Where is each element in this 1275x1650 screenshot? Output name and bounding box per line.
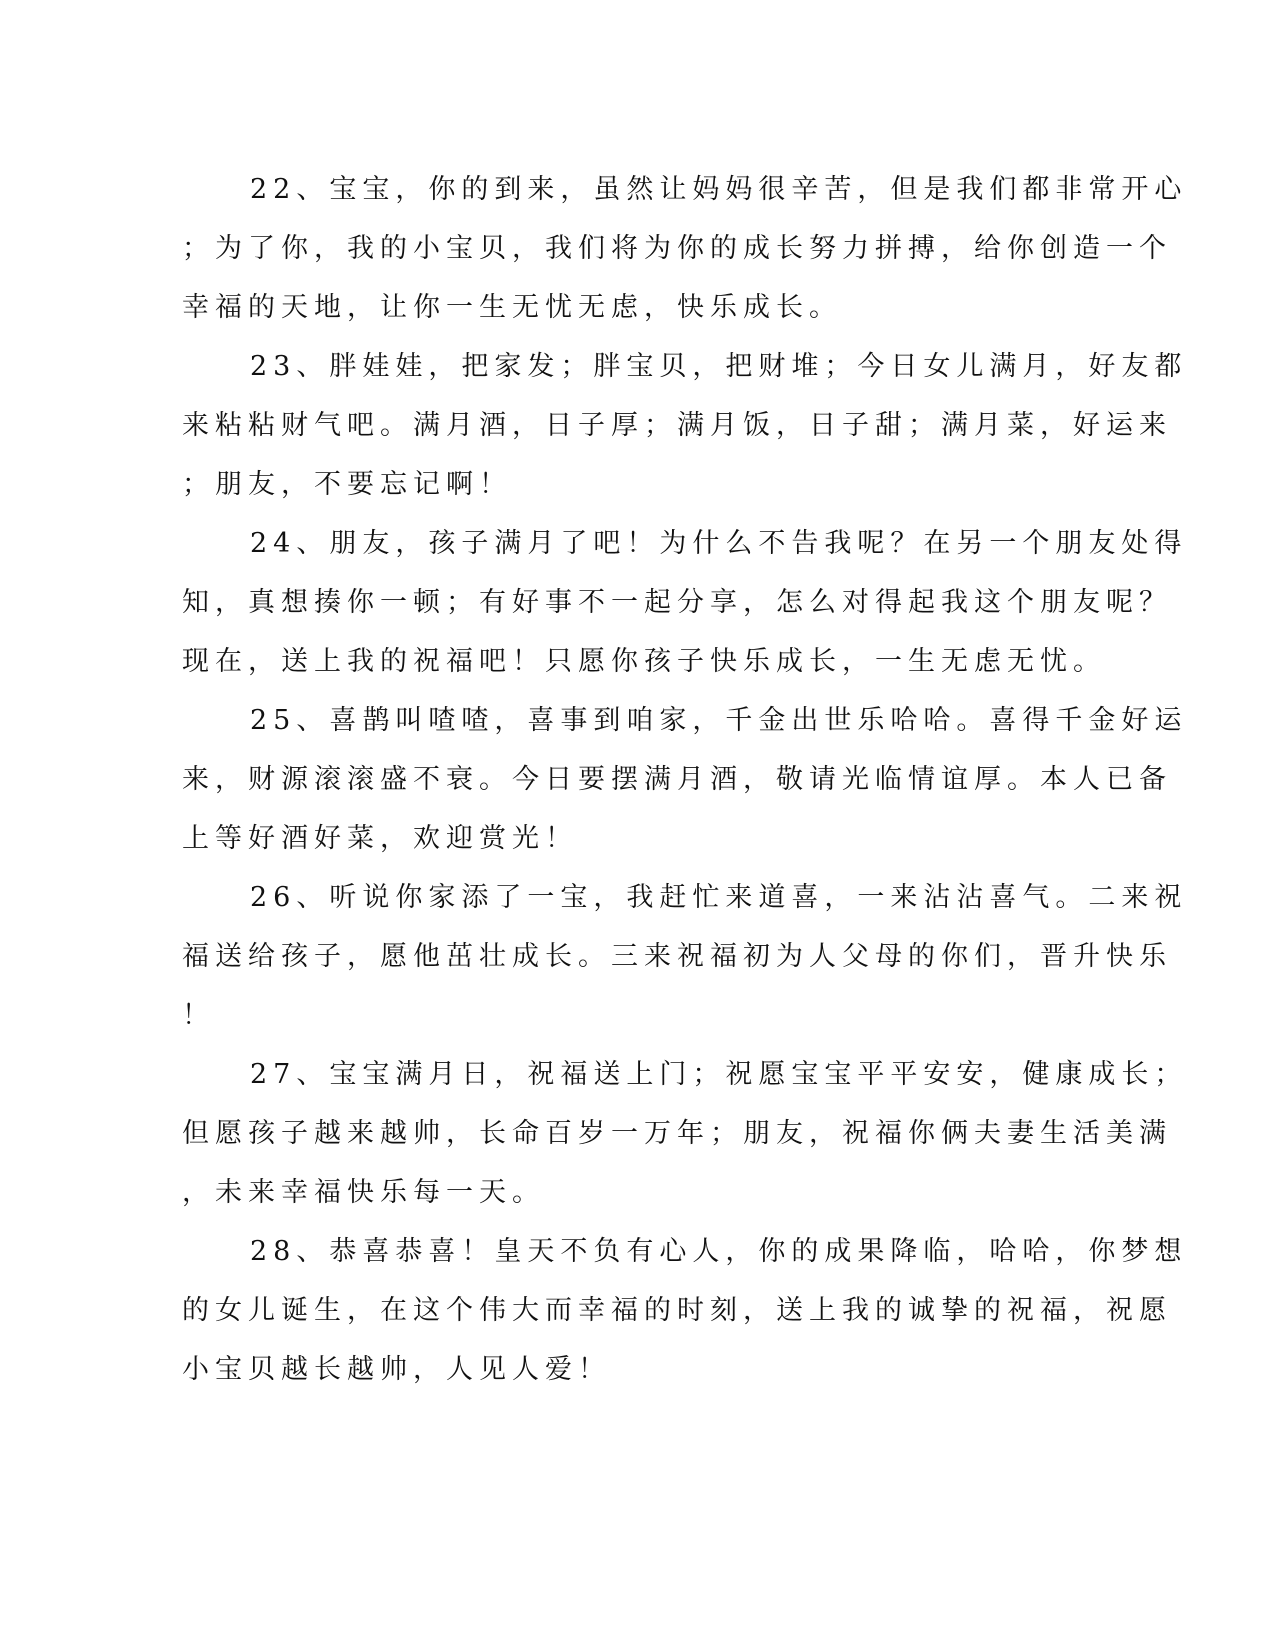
- paragraph-line: ，未来幸福快乐每一天。: [182, 1177, 545, 1208]
- paragraph-line: 23、胖娃娃，把家发；胖宝贝，把财堆；今日女儿满月，好友都: [250, 351, 1188, 382]
- paragraph-line: 的女儿诞生，在这个伟大而幸福的时刻，送上我的诚挚的祝福，祝愿: [182, 1295, 1172, 1326]
- paragraph-line: 25、喜鹊叫喳喳，喜事到咱家，千金出世乐哈哈。喜得千金好运: [250, 705, 1188, 736]
- paragraph-line: ；朋友，不要忘记啊！: [182, 469, 512, 500]
- paragraph-line: 22、宝宝，你的到来，虽然让妈妈很辛苦，但是我们都非常开心: [250, 174, 1188, 205]
- paragraph-line: 上等好酒好菜，欢迎赏光！: [182, 823, 578, 854]
- paragraph-line: 来，财源滚滚盛不衰。今日要摆满月酒，敬请光临情谊厚。本人已备: [182, 764, 1172, 795]
- paragraph-line: 28、恭喜恭喜！皇天不负有心人，你的成果降临，哈哈，你梦想: [250, 1236, 1188, 1267]
- document-body: [182, 160, 1188, 1399]
- paragraph-line: 27、宝宝满月日，祝福送上门；祝愿宝宝平平安安，健康成长；: [250, 1059, 1188, 1090]
- paragraph-line: 26、听说你家添了一宝，我赶忙来道喜，一来沾沾喜气。二来祝: [250, 882, 1188, 913]
- paragraph-line: 来粘粘财气吧。满月酒，日子厚；满月饭，日子甜；满月菜，好运来: [182, 410, 1172, 441]
- paragraph-28: [182, 1222, 1188, 1399]
- paragraph-line: 现在，送上我的祝福吧！只愿你孩子快乐成长，一生无虑无忧。: [182, 646, 1106, 677]
- paragraph-line: 福送给孩子，愿他茁壮成长。三来祝福初为人父母的你们，晋升快乐: [182, 941, 1172, 972]
- paragraph-23: [182, 337, 1188, 514]
- paragraph-line: 幸福的天地，让你一生无忧无虑，快乐成长。: [182, 292, 842, 323]
- paragraph-27: [182, 1045, 1188, 1222]
- paragraph-line: ；为了你，我的小宝贝，我们将为你的成长努力拼搏，给你创造一个: [182, 233, 1172, 264]
- paragraph-line: ！: [182, 1000, 215, 1031]
- paragraph-24: [182, 514, 1188, 691]
- paragraph-26: [182, 868, 1188, 1045]
- paragraph-line: 但愿孩子越来越帅，长命百岁一万年；朋友，祝福你俩夫妻生活美满: [182, 1118, 1172, 1149]
- paragraph-line: 小宝贝越长越帅，人见人爱！: [182, 1354, 611, 1385]
- paragraph-22: [182, 160, 1188, 337]
- paragraph-25: [182, 691, 1188, 868]
- paragraph-line: 24、朋友，孩子满月了吧！为什么不告我呢？在另一个朋友处得: [250, 528, 1188, 559]
- paragraph-line: 知，真想揍你一顿；有好事不一起分享，怎么对得起我这个朋友呢？: [182, 587, 1172, 618]
